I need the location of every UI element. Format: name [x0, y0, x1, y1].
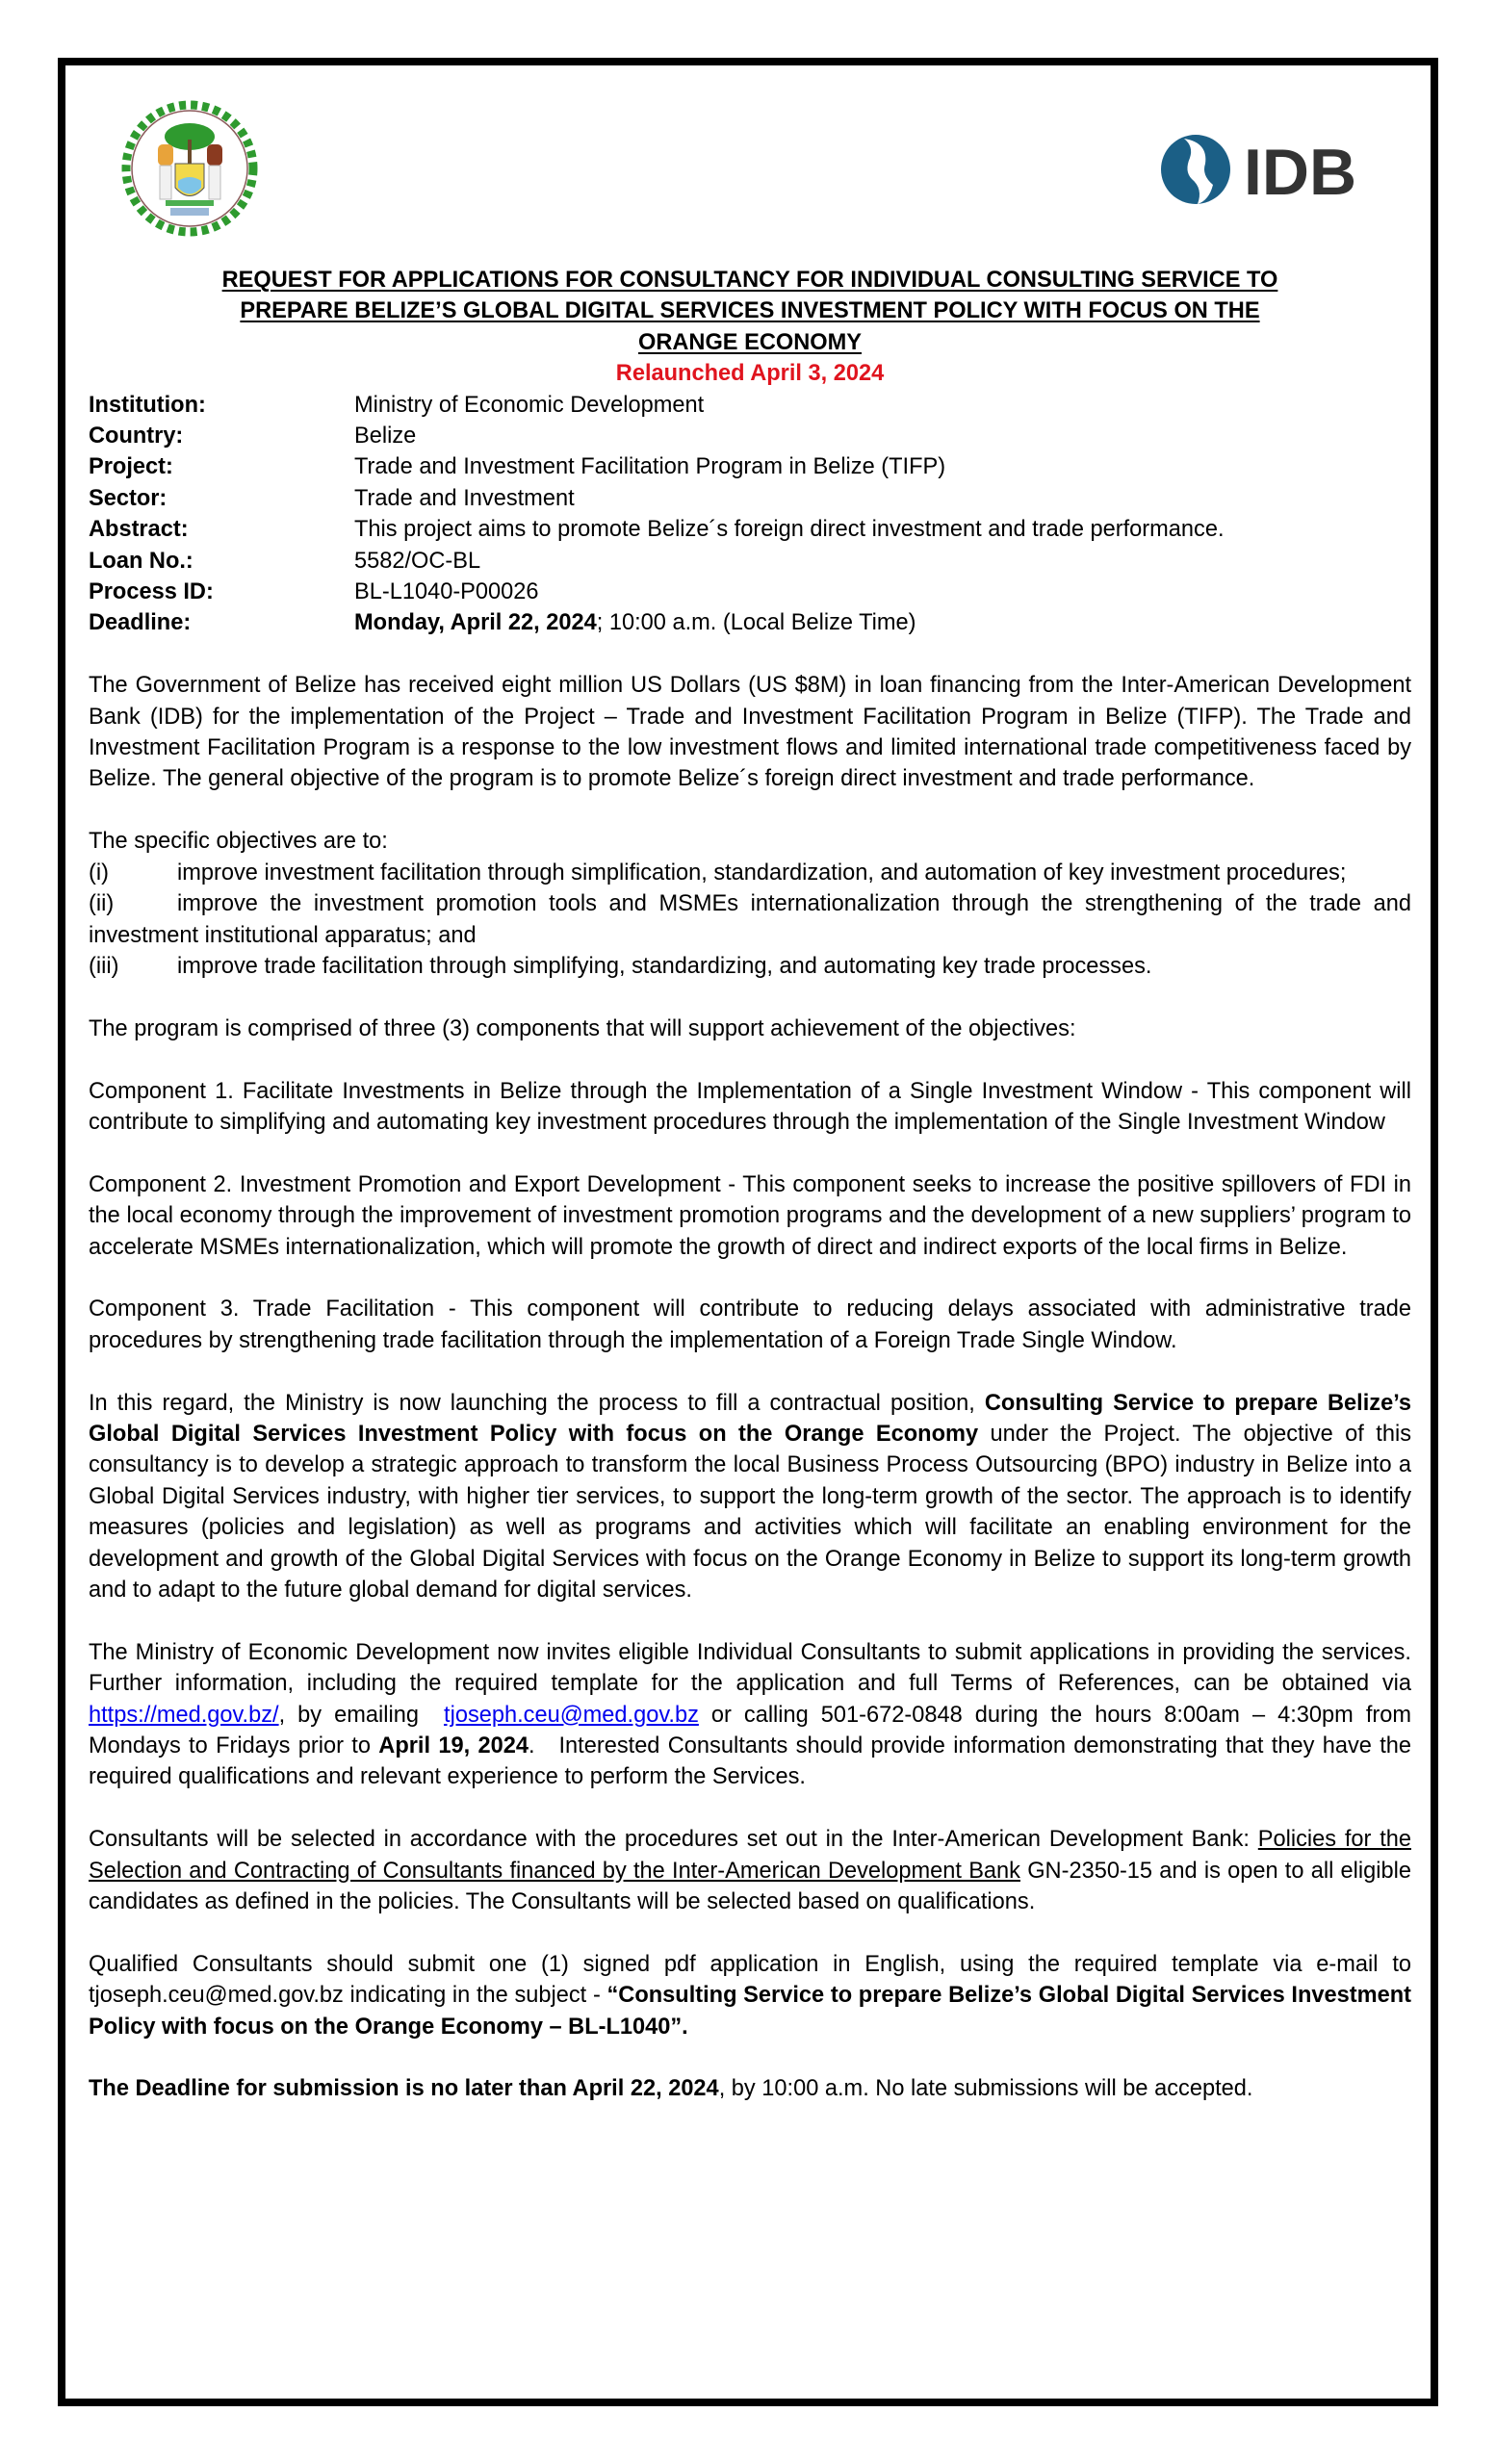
objectives-heading: The specific objectives are to:	[89, 829, 388, 855]
component-3: Component 3. Trade Facilitation - This component will contribute to reducing delays associated with administrative trade procedures by strengthening trade facilitation through the implementation of a Foreign Trade Single Window.	[89, 1296, 1411, 1353]
consultancy-description	[89, 1388, 1411, 1606]
policies-reference: Policies for the Selection and Contracting of Consultants financed by the Inter-American Development Bank	[89, 1827, 1411, 1884]
submission-deadline: The Deadline for submission is no later than April 22, 2024	[89, 2076, 719, 2102]
email-subject: “Consulting Service to prepare Belize’s Global Digital Services Investment Policy with focus on the Orange Economy – BL-L1040”.	[89, 1983, 1411, 2040]
objective-number: (ii)	[89, 891, 115, 917]
title-line-3: ORANGE ECONOMY	[637, 329, 863, 355]
invitation-paragraph	[89, 1637, 1418, 1793]
detail-label: Process ID:	[89, 579, 214, 605]
detail-label: Sector:	[89, 485, 168, 511]
text-run: , by emailing	[278, 1702, 445, 1728]
document-title	[89, 265, 1411, 358]
objective-item	[89, 888, 1411, 951]
text-run: GN-2350-15 and is open to all eligible candidates as defined in the policies. The Consultants will be selected based on qualifications.	[89, 1858, 1411, 1914]
document-body	[89, 265, 1418, 2105]
belize-seal-icon	[117, 96, 262, 241]
components-intro: The program is comprised of three (3) components that will support achievement of the objectives:	[89, 1015, 1076, 1041]
deadline-paragraph	[89, 2073, 1411, 2104]
deadline-time: ; 10:00 a.m. (Local Belize Time)	[596, 610, 916, 636]
deadline-date: Monday, April 22, 2024	[354, 610, 597, 636]
consultancy-name: Consulting Service to prepare Belize’s Global Digital Services Investment Policy with focus on the Orange Economy	[89, 1390, 1411, 1447]
detail-value-deadline	[354, 607, 1411, 638]
title-line-1: REQUEST FOR APPLICATIONS FOR CONSULTANCY FOR INDIVIDUAL CONSULTING SERVICE TO	[221, 268, 1278, 293]
objective-item	[89, 858, 1411, 888]
email-link[interactable]: tjoseph.ceu@med.gov.bz	[444, 1702, 699, 1728]
text-run: . Interested Consultants should provide information demonstrating that they have the required qualifications and relevant experience to perform the Services.	[89, 1732, 1418, 1790]
detail-value: BL-L1040-P00026	[354, 579, 539, 605]
info-deadline-date: April 19, 2024	[378, 1732, 529, 1758]
objective-number: (i)	[89, 860, 109, 886]
detail-value: Trade and Investment Facilitation Program in Belize (TIFP)	[354, 454, 946, 480]
objective-text: improve the investment promotion tools and MSMEs internationalization through the strengthening of the trade and investment institutional apparatus; and	[89, 891, 1411, 948]
idb-wordmark: IDB	[1244, 136, 1357, 209]
detail-value: Ministry of Economic Development	[354, 392, 705, 418]
component-2: Component 2. Investment Promotion and Export Development - This component seeks to increase the positive spillovers of FDI in the local economy through the improvement of investment promotion programs and the development of a new suppliers’ program to accelerate MSMEs internationalization, which will promote the growth of direct and indirect exports of the local firms in Belize.	[89, 1171, 1411, 1260]
component-1: Component 1. Facilitate Investments in Belize through the Implementation of a Single Investment Window - This component will contribute to simplifying and automating key investment procedures through the implementation of the Single Investment Window	[89, 1078, 1411, 1135]
detail-value: This project aims to promote Belize´s foreign direct investment and trade performance.	[354, 517, 1225, 543]
objective-text: improve investment facilitation through simplification, standardization, and automation of key investment procedures;	[177, 860, 1347, 886]
intro-paragraph: The Government of Belize has received eight million US Dollars (US $8M) in loan financing from the Inter-American Development Bank (IDB) for the implementation of the Project – Trade and Investment Facilitation Program in Belize (TIFP). The Trade and Investment Facilitation Program is a response to the low investment flows and limited international trade competitiveness faced by Belize. The general objective of the program is to promote Belize´s foreign direct investment and trade performance.	[89, 673, 1411, 792]
belize-coat-of-arms-logo	[117, 96, 262, 241]
project-details	[89, 390, 1411, 639]
detail-value: Trade and Investment	[354, 485, 575, 511]
text-run: , by 10:00 a.m. No late submissions will be accepted.	[718, 2076, 1253, 2102]
idb-globe-icon	[1155, 125, 1391, 212]
text-run: Qualified Consultants should submit one (1) signed pdf application in English, using the required template via e-mail to tjoseph.ceu@med.gov.bz indicating in the subject -	[89, 1951, 1411, 2009]
text-run: or calling 501-672-0848 during the hours 8:00am – 4:30pm from Mondays to Fridays prior to	[89, 1702, 1412, 1758]
title-line-2: PREPARE BELIZE’S GLOBAL DIGITAL SERVICES INVESTMENT POLICY WITH FOCUS ON THE	[240, 298, 1260, 324]
objective-item	[89, 951, 1411, 982]
detail-value: Belize	[354, 424, 417, 449]
detail-label: Country:	[89, 424, 184, 449]
submission-paragraph	[89, 1949, 1411, 2042]
relaunched-date: Relaunched April 3, 2024	[615, 361, 885, 387]
text-run: under the Project. The objective of this consultancy is to develop a strategic approach to transform the local Business Process Outsourcing (BPO) industry in Belize into a Global Digital Services industry, with higher tier services, to support the long-term growth of the sector. The approach is to identify measures (policies and legislation) as well as programs and activities which will facilitate an enabling environment for the development and growth of the Global Digital Services with focus on the Orange Economy in Belize to support its long-term growth and to adapt to the future global demand for digital services.	[89, 1421, 1411, 1603]
selection-paragraph	[89, 1824, 1411, 1917]
text-run: In this regard, the Ministry is now launching the process to fill a contractual position,	[89, 1390, 985, 1416]
detail-label: Deadline:	[89, 610, 192, 636]
objective-text: improve trade facilitation through simplifying, standardizing, and automating key trade processes.	[177, 953, 1152, 979]
detail-label: Project:	[89, 454, 173, 480]
objective-number: (iii)	[89, 953, 119, 979]
detail-value: 5582/OC-BL	[354, 548, 481, 574]
med-website-link[interactable]: https://med.gov.bz/	[89, 1702, 279, 1728]
text-run: Consultants will be selected in accordance with the procedures set out in the Inter-American Development Bank:	[89, 1827, 1258, 1853]
idb-logo	[1155, 125, 1391, 212]
detail-label: Abstract:	[89, 517, 189, 543]
detail-label: Loan No.:	[89, 548, 193, 574]
detail-label: Institution:	[89, 392, 206, 418]
text-run: The Ministry of Economic Development now invites eligible Individual Consultants to submit applications in providing the services. Further information, including the required template for the application and full Terms of References, can be obtained via	[89, 1639, 1411, 1697]
